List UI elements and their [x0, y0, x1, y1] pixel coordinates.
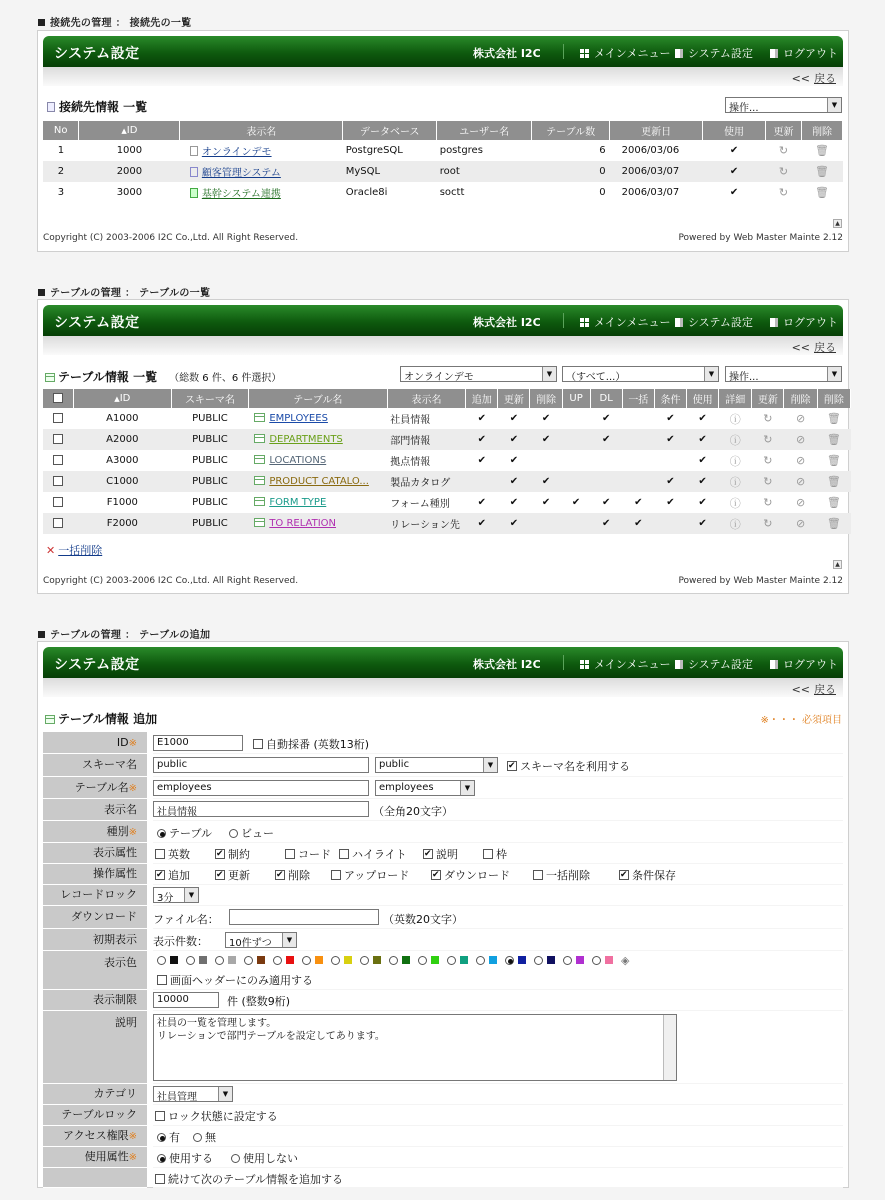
check-icon: ✔	[498, 471, 530, 492]
info-icon[interactable]: ⓘ	[729, 496, 741, 510]
color-radio[interactable]	[302, 954, 331, 967]
select-all-checkbox[interactable]	[43, 389, 73, 408]
continue-add-checkbox[interactable]: 続けて次のテーブル情報を追加する	[155, 1171, 343, 1187]
logout-link[interactable]: ログアウト	[770, 314, 838, 330]
display-name-input[interactable]: 社員情報	[153, 801, 369, 817]
check-icon	[622, 429, 654, 450]
row-record-lock: レコードロック 3分 ▼	[43, 885, 843, 906]
color-radio[interactable]	[360, 954, 389, 967]
system-settings-link[interactable]: システム設定	[675, 314, 753, 330]
main-menu-link[interactable]: メインメニュー	[580, 656, 670, 672]
chevron-down-icon: ▼	[218, 1087, 232, 1101]
check-icon: ✔	[654, 429, 686, 450]
col-header: テーブル数	[532, 121, 610, 140]
col-header: ▲ID	[79, 121, 180, 140]
chevron-down-icon: ▼	[827, 98, 841, 112]
col-header: DL	[590, 389, 622, 408]
back-link[interactable]: << 戻る	[791, 341, 836, 354]
check-icon	[466, 471, 498, 492]
table-icon	[254, 476, 265, 485]
table-icon	[254, 518, 265, 527]
color-radio[interactable]	[476, 954, 505, 967]
row-use-attr: 使用属性※ 使用する 使用しない	[43, 1147, 843, 1168]
check-icon	[654, 513, 686, 534]
table-icon	[254, 455, 265, 464]
row-display-limit: 表示制限 10000 件 (整数9桁)	[43, 990, 843, 1011]
scrollbar[interactable]	[663, 1015, 676, 1080]
table-list	[43, 389, 851, 534]
scroll-top-icon[interactable]: ▲	[833, 219, 842, 228]
row-checkbox[interactable]	[43, 492, 73, 513]
check-icon	[654, 450, 686, 471]
table-name-select[interactable]: employees ▼	[375, 780, 475, 796]
color-radio[interactable]	[215, 954, 244, 967]
grid-icon	[580, 318, 589, 327]
chevron-down-icon: ▼	[542, 367, 556, 381]
info-icon[interactable]: ⓘ	[729, 454, 741, 468]
category-select[interactable]: 社員管理 ▼	[153, 1086, 233, 1102]
color-radio[interactable]	[534, 954, 563, 967]
col-header: 詳細	[719, 389, 752, 408]
check-icon	[562, 429, 590, 450]
table-row: 2 2000 顧客管理システム MySQL root 0 2006/03/07 ✔ ↻ 🗑	[43, 161, 843, 182]
table-link[interactable]: TO RELATION	[248, 513, 387, 534]
attr-checkbox[interactable]: ✔ 更新	[215, 867, 250, 883]
connection-link[interactable]: 顧客管理システム	[180, 161, 343, 182]
check-icon: ✔	[509, 497, 519, 508]
system-settings-link[interactable]: システム設定	[675, 45, 753, 61]
check-icon: ✔	[477, 413, 486, 424]
trash-icon[interactable]: 🗑	[815, 144, 829, 157]
check-icon: ✔	[590, 429, 622, 450]
row-description: 説明 社員の一覧を管理します。 リレーションで部門テーブルを設定してあります。	[43, 1011, 843, 1084]
attr-checkbox[interactable]: 枠	[483, 846, 507, 862]
refresh-icon[interactable]: ↻	[778, 186, 789, 199]
check-icon: ✔	[466, 513, 498, 534]
info-icon[interactable]: ⓘ	[719, 429, 752, 450]
color-radio[interactable]	[563, 954, 592, 967]
app-header	[43, 305, 843, 336]
section1-heading: 接続先の管理 ： 接続先の一覧	[38, 14, 191, 29]
logout-icon	[770, 49, 778, 58]
company-name: 株式会社 I2C	[473, 47, 541, 60]
delete-icon: ✕	[46, 544, 56, 557]
check-icon: ✔	[498, 429, 530, 450]
table-row: A3000 PUBLIC LOCATIONS 拠点情報 ✔ ✔ ✔ ⓘ ↻ ⊘ 🗑	[43, 450, 851, 471]
check-icon: ✔	[622, 513, 654, 534]
refresh-icon[interactable]: ↻	[778, 144, 789, 157]
table-link[interactable]: FORM TYPE	[248, 492, 387, 513]
connection-link[interactable]: 基幹システム連携	[180, 182, 343, 203]
trash-icon[interactable]: 🗑	[826, 454, 841, 467]
refresh-icon[interactable]: ↻	[752, 513, 784, 534]
col-header: 更新	[766, 121, 802, 140]
check-icon: ✔	[466, 429, 498, 450]
table-link[interactable]: LOCATIONS	[248, 450, 387, 471]
attr-checkbox[interactable]: ✔ 削除	[275, 867, 310, 883]
color-radio[interactable]	[592, 954, 621, 967]
table-link[interactable]: DEPARTMENTS	[248, 429, 387, 450]
check-icon	[622, 408, 654, 429]
col-header: 表示名	[387, 389, 465, 408]
trash-icon[interactable]: 🗑	[817, 429, 850, 450]
type-table-radio[interactable]: テーブル	[157, 825, 212, 841]
table-row: A2000 PUBLIC DEPARTMENTS 部門情報 ✔ ✔ ✔ ✔ ✔ ✔ ⓘ ↻ ⊘ 🗑	[43, 429, 851, 450]
check-icon: ✔	[654, 471, 686, 492]
row-id: ID※ E1000 自動採番 (英数13桁)	[43, 732, 843, 754]
table-icon	[45, 715, 55, 724]
color-radio[interactable]	[418, 954, 447, 967]
table-icon	[254, 497, 265, 506]
clear-icon[interactable]: ⊘	[784, 429, 817, 450]
table-row: F2000 PUBLIC TO RELATION リレーション先 ✔ ✔ ✔ ✔ ✔ ⓘ ↻ ⊘ 🗑	[43, 513, 851, 534]
row-access: アクセス権限※ 有 無	[43, 1126, 843, 1147]
document-icon	[47, 102, 55, 112]
col-header: UP	[562, 389, 590, 408]
schema-input[interactable]: public	[153, 757, 369, 773]
table-lock-checkbox[interactable]: ロック状態に設定する	[155, 1108, 278, 1124]
page-title: テーブル情報 一覧 （総数 6 件、6 件選択）	[45, 368, 281, 385]
check-icon	[622, 471, 654, 492]
color-radio[interactable]	[157, 954, 186, 967]
color-radio[interactable]	[505, 954, 534, 967]
connection-link[interactable]: オンラインデモ	[180, 140, 343, 161]
attr-checkbox[interactable]: ✔ 条件保存	[619, 867, 676, 883]
attr-checkbox[interactable]: 英数	[155, 846, 190, 862]
action-select[interactable]: 操作... ▼	[725, 97, 842, 113]
check-icon: ✔	[541, 413, 551, 424]
check-icon: ✔	[666, 413, 675, 424]
check-icon	[562, 471, 590, 492]
auto-number-checkbox[interactable]: 自動採番 (英数13桁)	[253, 736, 369, 752]
company-name: 株式会社 I2C	[473, 658, 541, 671]
col-header: 削除	[784, 389, 817, 408]
col-header: 追加	[466, 389, 498, 408]
info-icon[interactable]: ⓘ	[719, 513, 752, 534]
clear-icon[interactable]: ⊘	[784, 513, 817, 534]
check-icon: ✔	[541, 497, 551, 508]
clear-icon[interactable]: ⊘	[795, 496, 806, 509]
col-header: ユーザー名	[437, 121, 532, 140]
table-add-panel	[37, 641, 849, 1188]
table-row: 3 3000 基幹システム連携 Oracle8i soctt 0 2006/03/07 ✔ ↻ 🗑	[43, 182, 843, 203]
check-icon: ✔	[698, 413, 707, 424]
record-lock-select[interactable]: 3分 ▼	[153, 887, 199, 903]
document-icon	[675, 660, 683, 669]
use-yes-radio[interactable]: 使用する	[157, 1150, 213, 1166]
table-icon	[254, 434, 265, 443]
col-header: スキーマ名	[172, 389, 249, 408]
connection-table	[43, 121, 843, 203]
action-select[interactable]: 操作... ▼	[725, 366, 842, 382]
check-icon: ✔	[509, 413, 519, 424]
logout-icon	[770, 660, 778, 669]
col-header: 表示名	[180, 121, 343, 140]
document-icon	[675, 49, 683, 58]
check-icon	[590, 450, 622, 471]
row-schema: スキーマ名 public public ▼ ✔ スキーマ名を利用する	[43, 754, 843, 777]
table-row: F1000 PUBLIC FORM TYPE フォーム種別 ✔ ✔ ✔ ✔ ✔ ✔ ✔ ✔ ⓘ ↻ ⊘ 🗑	[43, 492, 851, 513]
row-checkbox[interactable]	[43, 513, 73, 534]
check-icon	[530, 513, 562, 534]
col-header: 一括	[622, 389, 654, 408]
check-icon: ✔	[703, 161, 766, 182]
main-menu-link[interactable]: メインメニュー	[580, 314, 670, 330]
table-row: A1000 PUBLIC EMPLOYEES 社員情報 ✔ ✔ ✔ ✔ ✔ ✔ ⓘ ↻ ⊘ 🗑	[43, 408, 851, 429]
col-header: 条件	[654, 389, 686, 408]
color-radio[interactable]	[447, 954, 476, 967]
attr-checkbox[interactable]: 一括削除	[533, 867, 590, 883]
logout-link[interactable]: ログアウト	[770, 656, 838, 672]
refresh-icon[interactable]: ↻	[766, 161, 802, 182]
check-icon: ✔	[477, 455, 486, 466]
table-list-panel: システム設定 株式会社 I2C メインメニュー システム設定 ログアウト << 戻る テーブル情報 一覧 （総数 6 件、6 件選択） オンラインデモ ▼ （すべて...） ▼ 操作... ▼ ▲ID スキーマ名 テーブル名 表示名 追加 更新 削除 UP DL 一括 条件 使用 詳細 更新 削除 削除 A1000 PUBLIC EMPLOYEES 社員情報 ✔ ✔ ✔ ✔ ✔ ✔ ⓘ ↻ ⊘ 🗑 A2000 PUBLIC DEPARTMENTS 部門情報 ✔ ✔ ✔ ✔ ✔ ✔ ⓘ ↻ ⊘ 🗑 A3000 PUBLIC LOCATIONS 拠点情報 ✔ ✔ ✔ ⓘ ↻ ⊘ 🗑 C1000 PUBLIC PRODUCT CATALO... 製品カタログ ✔ ✔ ✔ ✔ ⓘ ↻ ⊘ 🗑 F1000 PUBLIC FORM TYPE フォーム種別 ✔ ✔ ✔ ✔ ✔ ✔ ✔ ✔ ⓘ ↻ ⊘ 🗑 F2000 PUBLIC TO RELATION リレーション先 ✔ ✔ ✔ ✔ ✔ ⓘ ↻ ⊘ 🗑 ✕ 一括削除 ▲ Copyright (C) 2003-2006 I2C Co.,Ltd. All Right Reserved. Powered by Web Master Mainte 2.12	[37, 299, 849, 594]
clear-icon[interactable]: ⊘	[784, 471, 817, 492]
check-icon	[562, 408, 590, 429]
check-icon: ✔	[687, 471, 719, 492]
section2-heading: テーブルの管理 ： テーブルの一覧	[38, 284, 210, 299]
col-header: 削除	[530, 389, 562, 408]
id-input[interactable]: E1000	[153, 735, 243, 751]
app-title: システム設定	[54, 315, 140, 331]
row-type: 種別※ テーブル ビュー	[43, 821, 843, 843]
check-icon	[562, 513, 590, 534]
col-header: No	[43, 121, 79, 140]
refresh-icon[interactable]: ↻	[752, 471, 784, 492]
table-icon	[45, 373, 55, 382]
chevron-down-icon: ▼	[184, 888, 198, 902]
table-row: 1 1000 オンラインデモ PostgreSQL postgres 6 2006/03/06 ✔ ↻ 🗑	[43, 140, 843, 161]
type-view-radio[interactable]: ビュー	[229, 825, 274, 841]
row-category: カテゴリ 社員管理 ▼	[43, 1084, 843, 1105]
color-radio[interactable]	[186, 954, 215, 967]
refresh-icon[interactable]: ↻	[763, 454, 773, 467]
col-header: データベース	[343, 121, 437, 140]
page-title: 接続先情報 一覧	[47, 98, 147, 115]
check-icon: ✔	[698, 497, 707, 508]
col-header: 更新日	[610, 121, 703, 140]
col-header: ▲ID	[73, 389, 172, 408]
logout-link[interactable]: ログアウト	[770, 45, 838, 61]
page-title: テーブル情報 追加	[45, 710, 157, 727]
clear-icon[interactable]: ⊘	[795, 454, 806, 467]
check-icon: ✔	[687, 429, 719, 450]
row-table-lock: テーブルロック ロック状態に設定する	[43, 1105, 843, 1126]
grid-icon	[580, 660, 589, 669]
trash-icon[interactable]: 🗑	[817, 471, 850, 492]
col-header: 更新	[498, 389, 530, 408]
logout-icon	[770, 318, 778, 327]
check-icon: ✔	[698, 455, 707, 466]
table-link[interactable]: EMPLOYEES	[248, 408, 387, 429]
check-icon: ✔	[530, 429, 562, 450]
description-textarea[interactable]: 社員の一覧を管理します。 リレーションで部門テーブルを設定してあります。	[153, 1014, 677, 1081]
check-icon: ✔	[571, 497, 581, 508]
row-continue	[43, 1168, 843, 1188]
col-header: 使用	[703, 121, 766, 140]
row-display-attr: 表示属性 英数 ✔ 制約 コード ハイライト ✔ 説明 枠	[43, 843, 843, 864]
section3-heading: テーブルの管理 ： テーブルの追加	[38, 626, 210, 641]
system-settings-link[interactable]: システム設定	[675, 656, 753, 672]
row-checkbox[interactable]	[43, 408, 73, 429]
use-no-radio[interactable]: 使用しない	[231, 1150, 298, 1166]
table-row: C1000 PUBLIC PRODUCT CATALO... 製品カタログ ✔ ✔ ✔ ✔ ⓘ ↻ ⊘ 🗑	[43, 471, 851, 492]
col-header: 削除	[801, 121, 842, 140]
chevron-down-icon: ▼	[483, 758, 497, 772]
color-radio[interactable]	[244, 954, 273, 967]
chevron-down-icon: ▼	[460, 781, 474, 795]
chevron-down-icon: ▼	[282, 933, 296, 947]
use-schema-checkbox[interactable]: ✔ スキーマ名を利用する	[507, 758, 630, 774]
check-icon	[530, 450, 562, 471]
refresh-icon[interactable]: ↻	[752, 429, 784, 450]
trash-icon[interactable]: 🗑	[817, 513, 850, 534]
attr-checkbox[interactable]: アップロード	[331, 867, 409, 883]
attr-checkbox[interactable]: ✔ 説明	[423, 846, 458, 862]
back-link[interactable]: << 戻る	[791, 72, 836, 85]
attr-checkbox[interactable]: ハイライト	[339, 846, 407, 862]
check-icon: ✔	[634, 497, 643, 508]
row-checkbox[interactable]	[43, 429, 73, 450]
info-icon[interactable]: ⓘ	[729, 412, 741, 426]
row-checkbox[interactable]	[43, 450, 73, 471]
color-radio[interactable]	[331, 954, 360, 967]
col-header: 使用	[687, 389, 719, 408]
access-yes-radio[interactable]: 有	[157, 1129, 180, 1145]
check-icon: ✔	[530, 471, 562, 492]
main-menu-link[interactable]: メインメニュー	[580, 45, 670, 61]
check-icon: ✔	[590, 513, 622, 534]
check-icon: ✔	[509, 455, 519, 466]
attr-checkbox[interactable]: ✔ 追加	[155, 867, 190, 883]
refresh-icon[interactable]: ↻	[763, 496, 773, 509]
document-icon	[675, 318, 683, 327]
check-icon: ✔	[729, 145, 739, 156]
row-display-color: 表示色 ◈ 画面ヘッダーにのみ適用する	[43, 951, 843, 990]
row-display-name: 表示名 社員情報 （全角20文字）	[43, 799, 843, 821]
clear-icon[interactable]: ⊘	[795, 412, 806, 425]
header-only-checkbox[interactable]: 画面ヘッダーにのみ適用する	[157, 972, 313, 988]
chevron-down-icon: ▼	[704, 367, 718, 381]
row-operation-attr: 操作属性 ✔ 追加 ✔ 更新 ✔ 削除 アップロード ✔ ダウンロード 一括削除 ✔ 条件保存	[43, 864, 843, 885]
trash-icon[interactable]: 🗑	[826, 496, 841, 509]
schema-select[interactable]: public ▼	[375, 757, 498, 773]
connection-list-panel: システム設定 株式会社 I2C メインメニュー システム設定 ログアウト << 戻る 接続先情報 一覧 操作... ▼ No ▲ID 表示名 データベース ユーザー名 テーブル数 更新日 使用 更新 削除 1 1000 オンラインデモ PostgreSQL postgres 6 2006/03/06 ✔ ↻ 🗑 2 2000 顧客管理システム MySQL root 0 2006/03/07 ✔ ↻ 🗑 3 3000 基幹システム連携 Oracle8i soctt 0 2006/03/07 ✔ ↻ 🗑 ▲ Copyright (C) 2003-2006 I2C Co.,Ltd. All Right Reserved. Powered by Web Master Mainte 2.12	[37, 30, 849, 252]
row-checkbox[interactable]	[43, 471, 73, 492]
refresh-icon[interactable]: ↻	[763, 412, 773, 425]
category-select[interactable]: （すべて...） ▼	[562, 366, 719, 382]
required-note: ※・・・ 必須項目	[760, 715, 842, 726]
check-icon	[562, 450, 590, 471]
bulk-delete-link[interactable]: ✕ 一括削除	[46, 544, 103, 557]
row-initial-display: 初期表示 表示件数： 10件ずつ ▼	[43, 929, 843, 951]
row-download: ダウンロード ファイル名： （英数20文字）	[43, 906, 843, 929]
check-icon: ✔	[729, 187, 739, 198]
filename-input[interactable]	[229, 909, 379, 925]
limit-input[interactable]: 10000	[153, 992, 219, 1008]
table-name-input[interactable]: employees	[153, 780, 369, 796]
attr-checkbox[interactable]: コード	[285, 846, 331, 862]
chevron-down-icon: ▼	[827, 367, 841, 381]
row-table-name: テーブル名※ employees employees ▼	[43, 777, 843, 799]
table-icon	[254, 413, 265, 422]
color-radio[interactable]	[389, 954, 418, 967]
scroll-top-icon[interactable]: ▲	[833, 560, 842, 569]
check-icon: ✔	[601, 413, 611, 424]
check-icon: ✔	[477, 497, 486, 508]
attr-checkbox[interactable]: ✔ 制約	[215, 846, 250, 862]
info-icon[interactable]: ⓘ	[719, 471, 752, 492]
app-title: システム設定	[54, 657, 140, 673]
connection-select[interactable]: オンラインデモ ▼	[400, 366, 557, 382]
back-link[interactable]: << 戻る	[791, 683, 836, 696]
table-link[interactable]: PRODUCT CATALO...	[248, 471, 387, 492]
check-icon: ✔	[601, 497, 611, 508]
company-name: 株式会社 I2C	[473, 316, 541, 329]
grid-icon	[580, 49, 589, 58]
app-title: システム設定	[54, 46, 140, 62]
trash-icon[interactable]: 🗑	[815, 186, 829, 199]
app-header	[43, 647, 843, 678]
eraser-icon[interactable]: ◈	[621, 954, 630, 967]
col-header: テーブル名	[248, 389, 387, 408]
check-icon	[590, 471, 622, 492]
check-icon: ✔	[498, 513, 530, 534]
check-icon	[622, 450, 654, 471]
access-no-radio[interactable]: 無	[193, 1129, 216, 1145]
col-header: 削除	[817, 389, 850, 408]
rows-per-page-select[interactable]: 10件ずつ ▼	[225, 932, 297, 948]
attr-checkbox[interactable]: ✔ ダウンロード	[431, 867, 510, 883]
color-radio[interactable]	[273, 954, 302, 967]
app-header	[43, 36, 843, 67]
col-header: 更新	[752, 389, 784, 408]
trash-icon[interactable]: 🗑	[826, 412, 841, 425]
trash-icon[interactable]: 🗑	[801, 161, 842, 182]
check-icon: ✔	[666, 497, 675, 508]
check-icon: ✔	[687, 513, 719, 534]
